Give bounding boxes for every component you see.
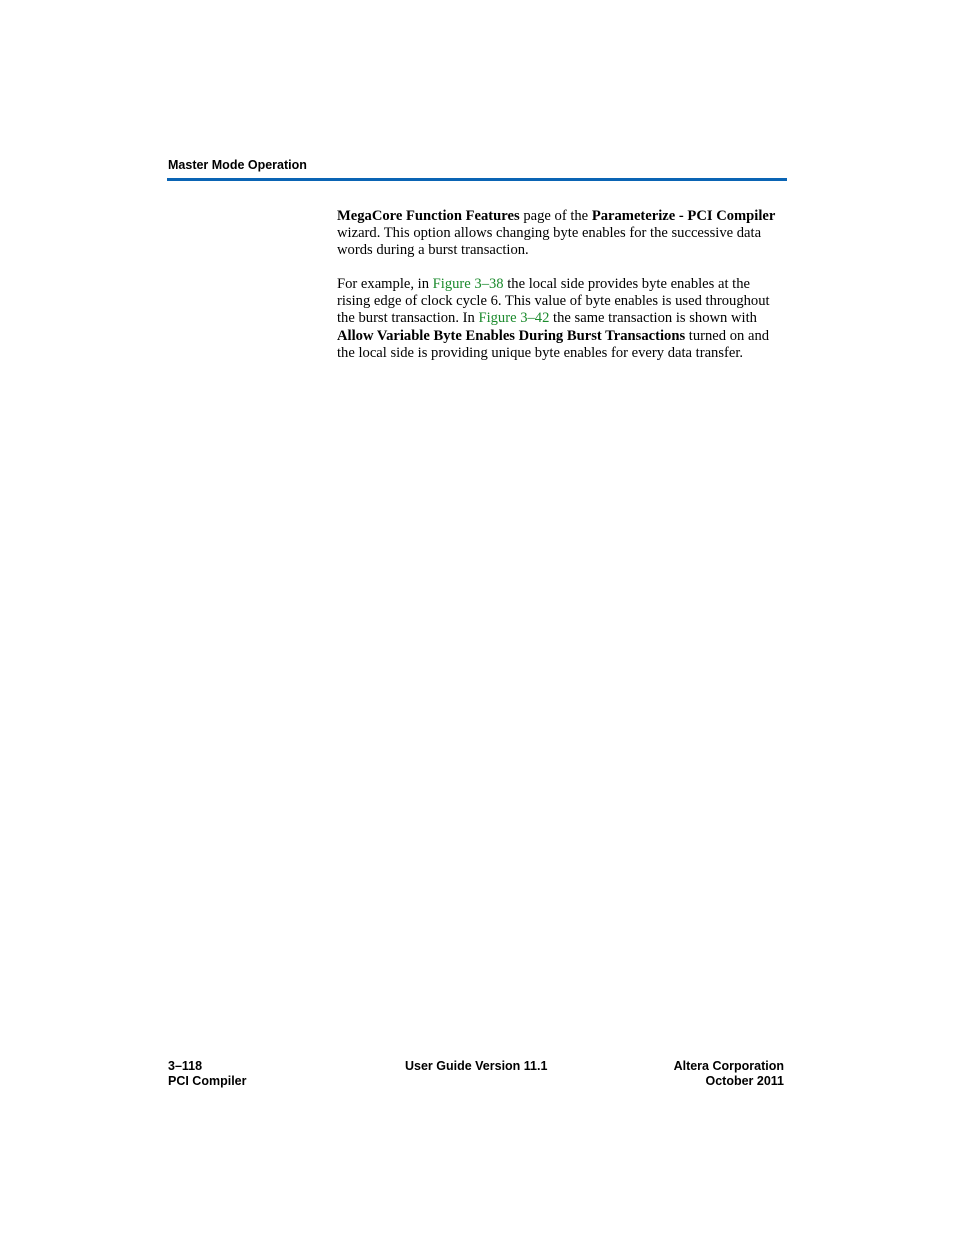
text-run: the same transaction is shown with [549, 310, 757, 327]
paragraph-2-line-5: the local side is providing unique byte enables for every data transfer. [337, 344, 744, 361]
paragraph-2-line-4 [337, 328, 789, 345]
paragraph-2-line-1 [337, 276, 789, 293]
parameterize-wizard-term: Parameterize - PCI Compiler [591, 208, 776, 224]
text-run: turned on and [685, 327, 770, 344]
text-run: page of the [519, 208, 592, 224]
guide-version: User Guide Version 11.1 [405, 1059, 548, 1073]
publication-date: October 2011 [705, 1074, 784, 1088]
header-divider [167, 178, 787, 181]
footer-left [168, 1059, 247, 1089]
text-run: the burst transaction. In [337, 310, 479, 327]
footer-right [674, 1059, 784, 1089]
text-run: For example, in [337, 276, 433, 292]
paragraph-1-line-3: words during a burst transaction. [337, 242, 529, 259]
page-number: 3–118 [168, 1059, 203, 1073]
paragraph-2-line-2: rising edge of clock cycle 6. This value of byte enables is used throughout [337, 293, 770, 310]
paragraph-1-line-2: wizard. This option allows changing byte enables for the successive data [337, 225, 762, 242]
footer-center [405, 1059, 547, 1074]
paragraph-2 [337, 276, 789, 362]
company-name: Altera Corporation [673, 1059, 784, 1073]
megacore-features-term: MegaCore Function Features [337, 208, 520, 224]
text-run: the local side provides byte enables at the [503, 276, 751, 292]
figure-3-42-link[interactable]: Figure 3–42 [478, 310, 550, 327]
paragraph-1 [337, 208, 789, 260]
paragraph-2-line-3 [337, 310, 789, 327]
product-name: PCI Compiler [168, 1074, 247, 1088]
section-title: Master Mode Operation [168, 158, 307, 172]
figure-3-38-link[interactable]: Figure 3–38 [432, 276, 504, 292]
paragraph-1-line-1 [337, 208, 789, 225]
allow-variable-byte-enables-term: Allow Variable Byte Enables During Burst Transactions [337, 327, 686, 344]
